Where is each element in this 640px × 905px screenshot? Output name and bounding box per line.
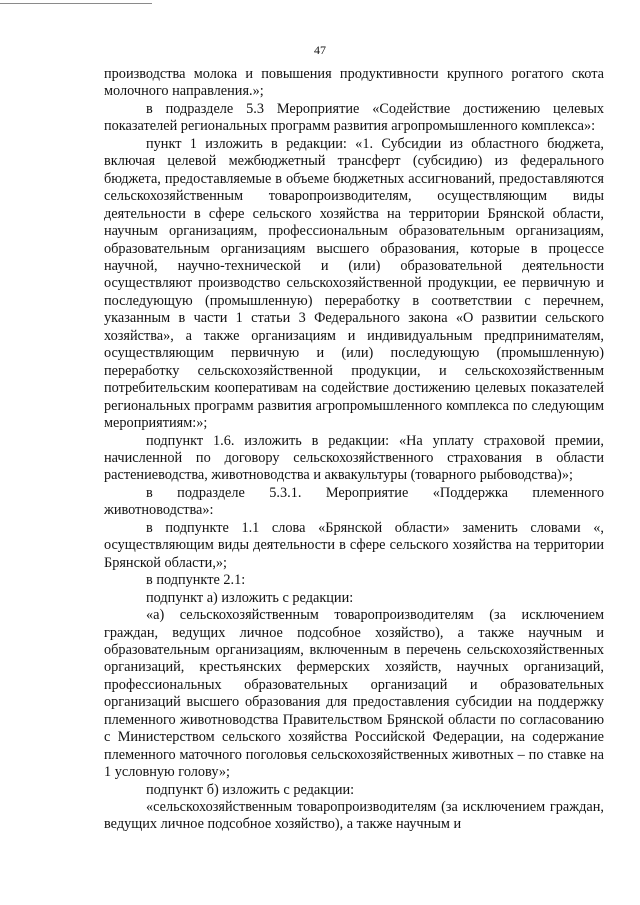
paragraph-4: подпункт 1.6. изложить в редакции: «На уплату страховой премии, начисленной по договору сельскохозяйственного страхования в области растениеводства, животноводства и аквакультуры (товарного рыбоводства)»;	[104, 432, 604, 484]
paragraph-10: подпункт б) изложить с редакции:	[146, 781, 355, 798]
document-body	[104, 66, 604, 834]
paragraph-2: в подразделе 5.3 Мероприятие «Содействие достижению целевых показателей региональных программ развития агропромышленного комплекса»:	[104, 100, 604, 135]
paragraph-5: в подразделе 5.3.1. Мероприятие «Поддержка племенного животноводства»:	[104, 484, 604, 519]
top-rule	[0, 3, 152, 4]
page-number: 47	[314, 43, 326, 57]
paragraph-6: в подпункте 1.1 слова «Брянской области» заменить словами «, осуществляющим виды деятельности в сфере сельского хозяйства на территории Брянской области,»;	[104, 519, 604, 571]
paragraph-9: «а) сельскохозяйственным товаропроизводителям (за исключением граждан, ведущих личное подсобное хозяйство), а также научным и образовательным организациям, включенным в перечень сельскохозяйственных организаций, крестьянских фермерских хозяйств, научных организаций, профессиональных образовательных организаций и образовательных организаций высшего образования для предоставления субсидии на поддержку племенного животноводства Правительством Брянской области по согласованию с Министерством сельского хозяйства Российской Федерации, на содержание племенного маточного поголовья сельскохозяйственных животных – по ставке на 1 условную голову»;	[104, 607, 604, 781]
paragraph-3: пункт 1 изложить в редакции: «1. Субсидии из областного бюджета, включая целевой межбюджетный трансферт (субсидию) из федерального бюджета, предоставляемые в объеме бюджетных ассигнований, предоставляются сельскохозяйственным товаропроизводителям, осуществляющим виды деятельности в сфере сельского хозяйства на территории Брянской области, научным организациям, профессиональным образовательным организациям, образовательным организациям высшего образования, которые в процессе научной, научно-технической и (или) образовательной деятельности осуществляют производство сельскохозяйственной продукции, ее первичную и последующую (промышленную) переработку в соответствии с перечнем, указанным в части 1 статьи 3 Федерального закона «О развитии сельского хозяйства», а также организациям и индивидуальным предпринимателям, осуществляющим первичную и (или) последующую (промышленную) переработку сельскохозяйственной продукции, и сельскохозяйственным потребительским кооперативам на содействие достижению целевых показателей региональных программ развития агропромышленного комплекса по следующим мероприятиям:»;	[104, 135, 604, 432]
paragraph-8: подпункт а) изложить с редакции:	[146, 589, 354, 606]
paragraph-11: «сельскохозяйственным товаропроизводителям (за исключением граждан, ведущих личное подсобное хозяйство), а также научным и	[104, 799, 604, 833]
paragraph-1: производства молока и повышения продуктивности крупного рогатого скота молочного направления.»;	[104, 66, 604, 100]
paragraph-7: в подпункте 2.1:	[146, 572, 246, 589]
